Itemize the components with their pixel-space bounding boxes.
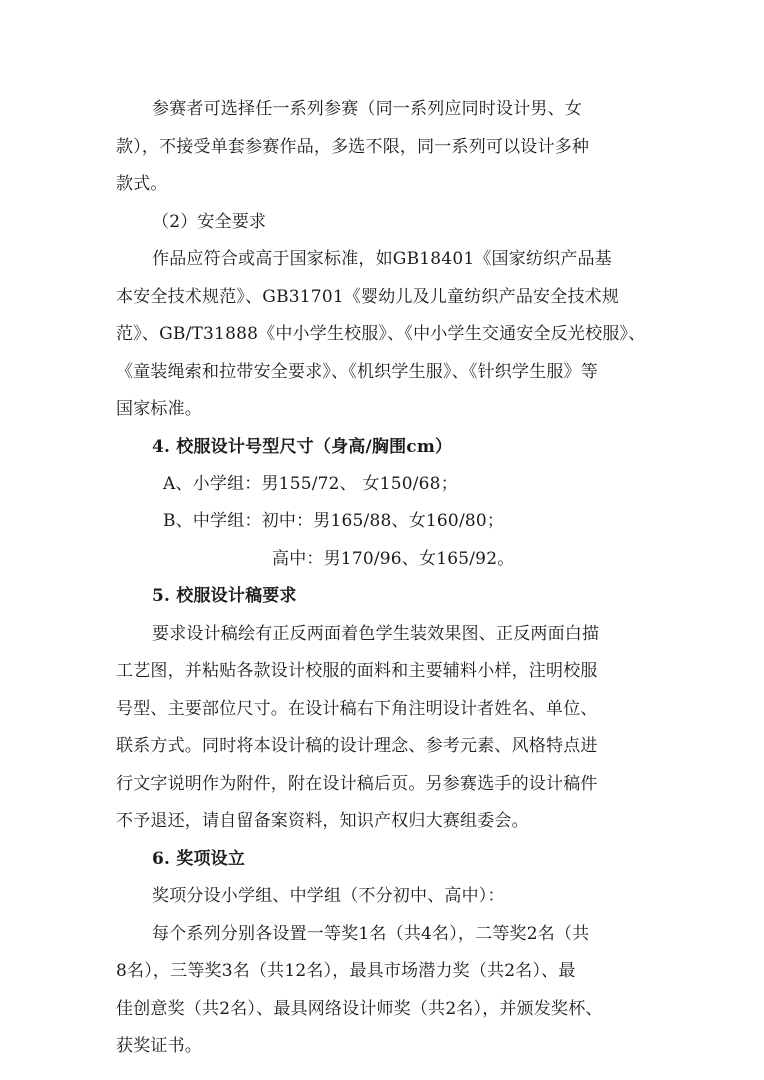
section-heading: 6. 奖项设立 [152,849,246,869]
text-line: 奖项分设小学组、中学组（不分初中、高中）： [152,886,505,906]
text-line: B、中学组：初中：男165/88、女160/80； [163,511,505,531]
subsection-heading: （2）安全要求 [152,212,267,232]
text-line: 佳创意奖（共2名）、最具网络设计师奖（共2名），并颁发奖杯、 [116,999,603,1019]
text-line: 作品应符合或高于国家标准，如GB18401《国家纺织产品基 [152,249,612,269]
text-line: 《童装绳索和拉带安全要求》、《机织学生服》、《针织学生服》等 [116,362,598,382]
text-line: 参赛者可选择任一系列参赛（同一系列应同时设计男、女 [152,99,582,119]
text-line: 不予退还，请自留备案资料，知识产权归大赛组委会。 [116,811,529,831]
text-line: 本安全技术规范》、GB31701《婴幼儿及儿童纺织产品安全技术规 [116,287,620,307]
section-heading: 4. 校服设计号型尺寸（身高/胸围cm） [152,437,453,457]
text-line: 国家标准。 [116,399,202,419]
text-line: 要求设计稿绘有正反两面着色学生装效果图、正反两面白描 [152,624,600,644]
text-line: 工艺图，并粘贴各款设计校服的面料和主要辅料小样，注明校服 [116,661,598,681]
section-heading: 5. 校服设计稿要求 [152,586,297,606]
text-line: 高中：男170/96、女165/92。 [272,549,515,569]
text-line: 行文字说明作为附件，附在设计稿后页。另参赛选手的设计稿件 [116,774,598,794]
text-line: 每个系列分别各设置一等奖1名（共4名），二等奖2名（共 [152,924,590,944]
text-line: 联系方式。同时将本设计稿的设计理念、参考元素、风格特点进 [116,736,598,756]
text-line: 款），不接受单套参赛作品，多选不限，同一系列可以设计多种 [116,137,590,157]
text-line: A、小学组：男155/72、 女150/68； [163,474,458,494]
text-line: 范》、GB/T31888《中小学生校服》、《中小学生交通安全反光校服》、 [116,324,646,344]
text-line: 获奖证书。 [116,1036,202,1056]
text-line: 款式。 [116,174,168,194]
text-line: 号型、主要部位尺寸。在设计稿右下角注明设计者姓名、单位、 [116,699,598,719]
text-line: 8名），三等奖3名（共12名），最具市场潜力奖（共2名）、最 [116,961,576,981]
